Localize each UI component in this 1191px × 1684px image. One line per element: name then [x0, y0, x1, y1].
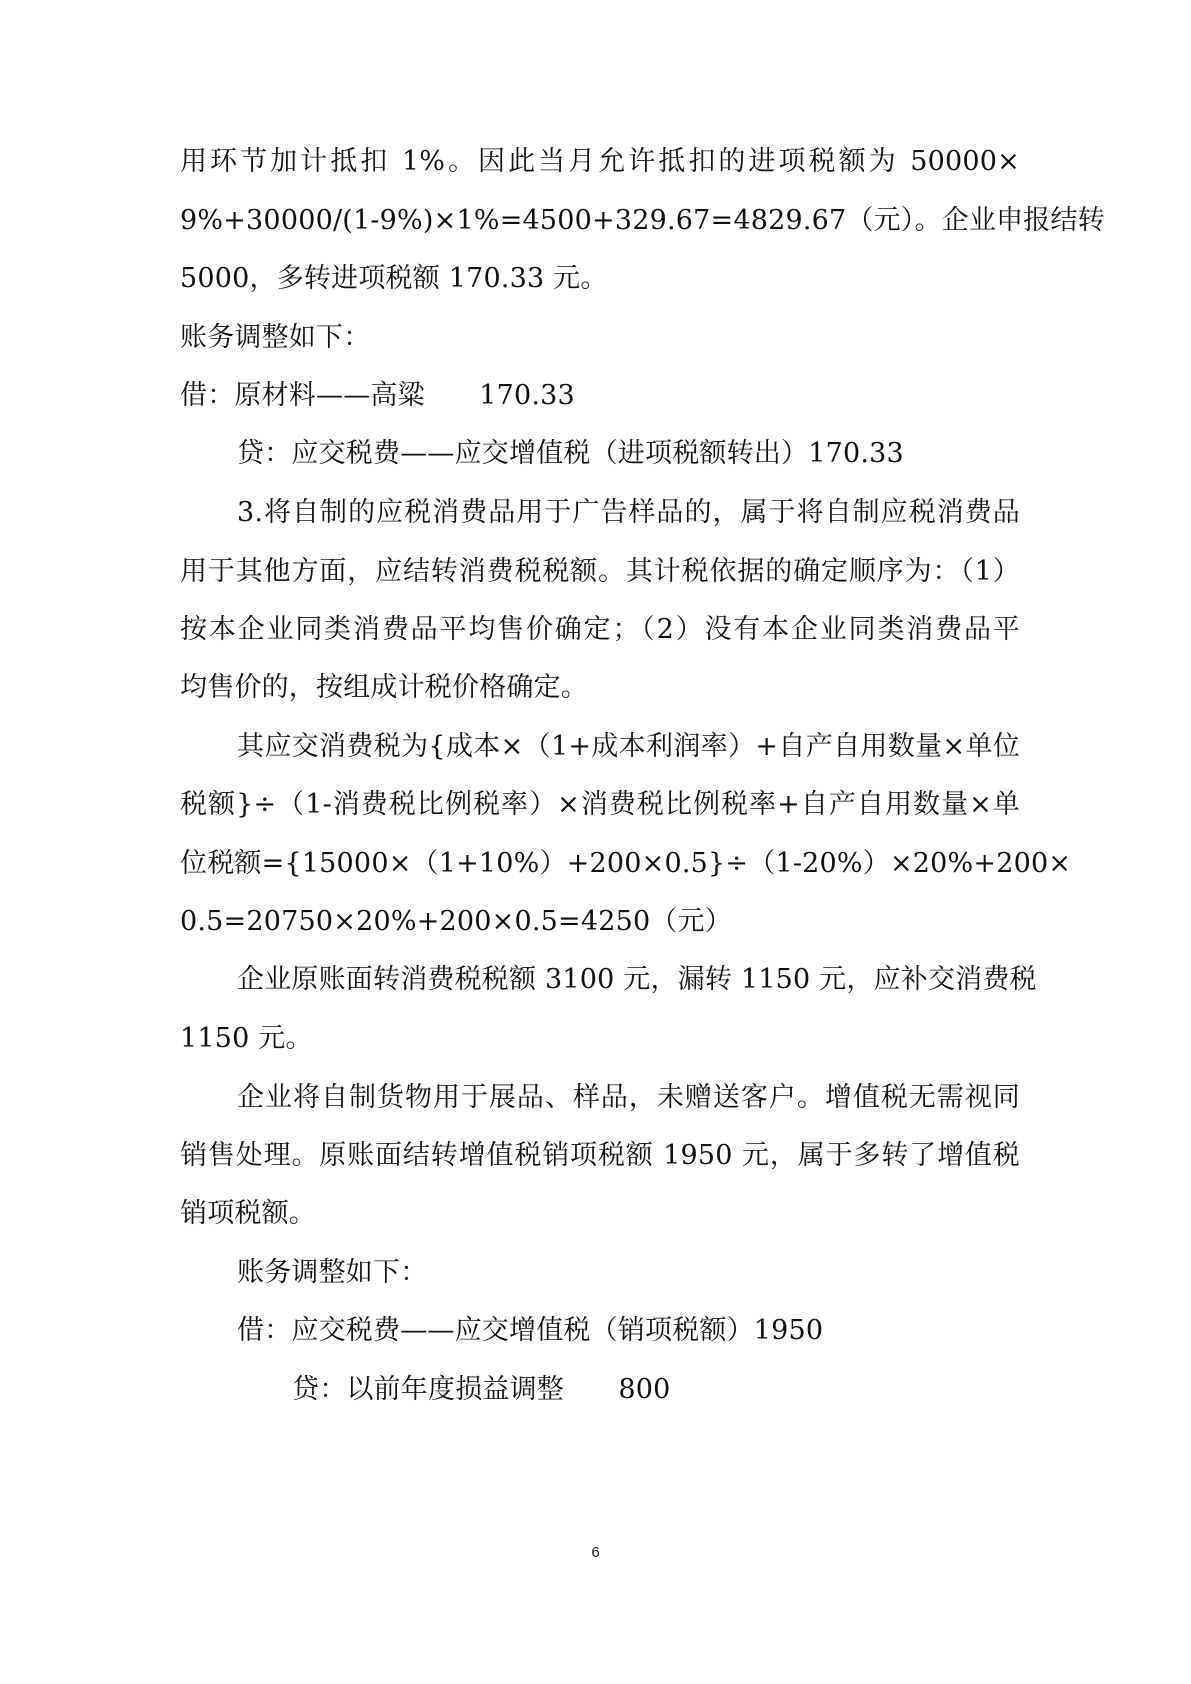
text-line: 贷：应交税费——应交增值税（进项税额转出）170.33 — [237, 438, 904, 469]
text-line: 销项税额。 — [180, 1198, 316, 1229]
text-line: 用于其他方面，应结转消费税税额。其计税依据的确定顺序为：（1） — [180, 556, 1020, 587]
text-line: 5000，多转进项税额 170.33 元。 — [180, 263, 608, 294]
text-line: 账务调整如下： — [237, 1257, 428, 1288]
text-line: 企业将自制货物用于展品、样品，未赠送客户。增值税无需视同 — [237, 1082, 1020, 1113]
text-line: 位税额={15000×（1+10%）+200×0.5}÷（1-20%）×20%+200× — [180, 848, 1072, 879]
text-line: 企业原账面转消费税税额 3100 元，漏转 1150 元，应补交消费税 — [237, 964, 1037, 995]
text-line: 均售价的，按组成计税价格确定。 — [180, 672, 588, 703]
text-line: 税额}÷（1-消费税比例税率）×消费税比例税率+自产自用数量×单 — [180, 789, 1020, 820]
text-line: 9%+30000/(1-9%)×1%=4500+329.67=4829.67（元）。企业申报结转 — [180, 205, 1105, 236]
text-line: 借：应交税费——应交增值税（销项税额）1950 — [237, 1315, 824, 1346]
text-line: 1150 元。 — [180, 1023, 313, 1054]
text-line: 销售处理。原账面结转增值税销项税额 1950 元，属于多转了增值税 — [180, 1140, 1020, 1171]
text-line: 贷：以前年度损益调整 800 — [292, 1374, 671, 1405]
text-line: 借：原材料——高粱 170.33 — [180, 380, 575, 411]
text-line: 0.5=20750×20%+200×0.5=4250（元） — [180, 906, 732, 937]
text-line: 3.将自制的应税消费品用于广告样品的，属于将自制应税消费品 — [237, 497, 1020, 528]
text-line: 用环节加计抵扣 1%。因此当月允许抵扣的进项税额为 50000× — [180, 146, 1020, 177]
text-line: 账务调整如下： — [180, 322, 371, 353]
page-number: 6 — [591, 1544, 600, 1561]
text-line: 按本企业同类消费品平均售价确定；（2）没有本企业同类消费品平 — [180, 614, 1020, 645]
text-line: 其应交消费税为{成本×（1+成本利润率）+自产自用数量×单位 — [237, 731, 1020, 762]
